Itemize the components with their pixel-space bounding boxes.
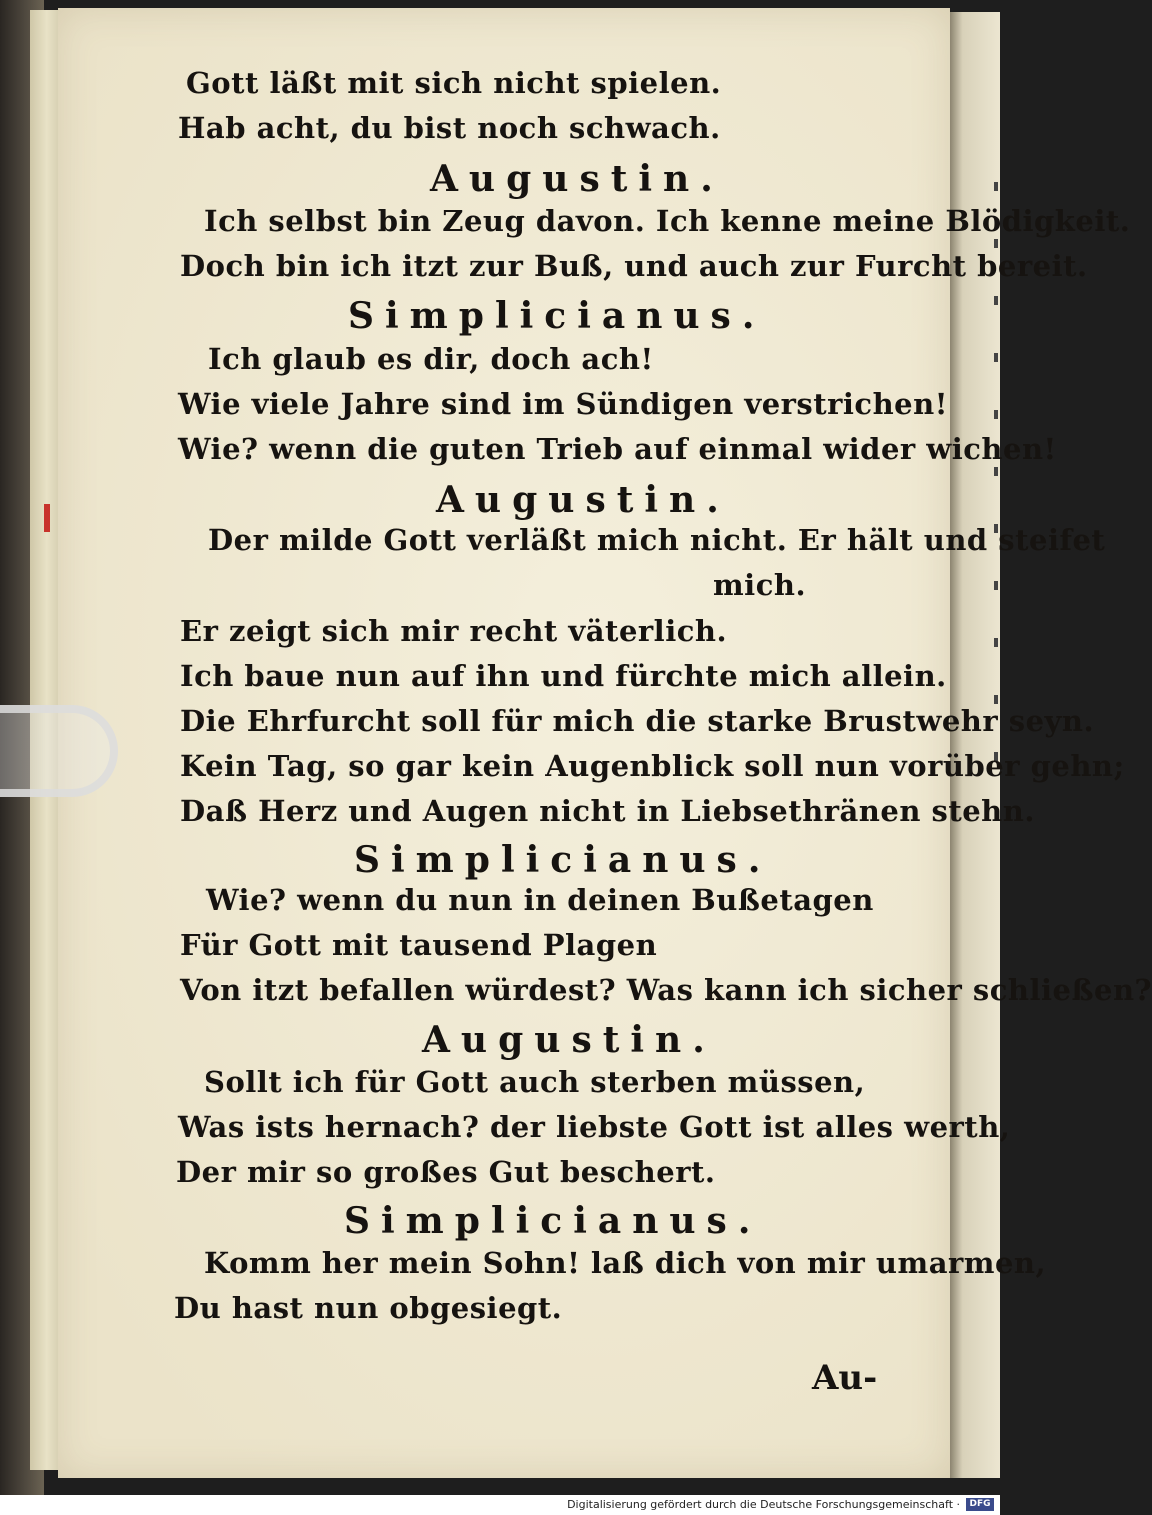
verse-line: Wie? wenn die guten Trieb auf einmal wider wichen! <box>178 432 1057 466</box>
verse-line: Wie? wenn du nun in deinen Bußetagen <box>206 883 874 917</box>
verse-line: Die Ehrfurcht soll für mich die starke Brustwehr seyn. <box>180 704 1095 738</box>
verse-line: Ich selbst bin Zeug davon. Ich kenne meine Blödigkeit. <box>204 204 1131 238</box>
verse-line: Sollt ich für Gott auch sterben müssen, <box>204 1065 866 1099</box>
verse-line: Wie viele Jahre sind im Sündigen verstrichen! <box>178 387 948 421</box>
verse-line: Von itzt befallen würdest? Was kann ich sicher schließen? <box>180 973 1152 1007</box>
speaker-heading: Simplicianus. <box>354 839 772 881</box>
verse-line: Ich baue nun auf ihn und fürchte mich allein. <box>180 659 947 693</box>
catchword: Au- <box>812 1358 878 1398</box>
dfg-logo: DFG <box>966 1498 994 1511</box>
speaker-heading: Augustin. <box>422 1019 716 1061</box>
verse-line: Kein Tag, so gar kein Augenblick soll nun vorüber gehn; <box>180 749 1125 783</box>
verse-line: Ich glaub es dir, doch ach! <box>208 342 654 376</box>
verse-line: Hab acht, du bist noch schwach. <box>178 111 721 145</box>
verse-line: Komm her mein Sohn! laß dich von mir umarmen, <box>204 1246 1047 1280</box>
footer-bar <box>0 1495 1000 1515</box>
verse-line: Doch bin ich itzt zur Buß, und auch zur Furcht bereit. <box>180 249 1088 283</box>
funding-credit: Digitalisierung gefördert durch die Deutsche Forschungsgemeinschaft · <box>567 1498 960 1511</box>
verse-line: Was ists hernach? der liebste Gott ist alles werth, <box>178 1110 1011 1144</box>
verse-line: Gott läßt mit sich nicht spielen. <box>186 66 722 100</box>
verse-line: Er zeigt sich mir recht väterlich. <box>180 614 728 648</box>
speaker-heading: Augustin. <box>436 479 730 521</box>
speaker-heading: Simplicianus. <box>344 1200 762 1242</box>
speaker-heading: Simplicianus. <box>348 295 766 337</box>
page-text <box>58 8 1152 1478</box>
red-edge-marker <box>44 504 50 532</box>
book-page <box>58 8 1152 1478</box>
verse-line: Du hast nun obgesiegt. <box>174 1291 563 1325</box>
verse-line: Für Gott mit tausend Plagen <box>180 928 658 962</box>
verse-line: Der mir so großes Gut beschert. <box>176 1155 716 1189</box>
verse-line: Der milde Gott verläßt mich nicht. Er hält und steifet <box>208 523 1106 557</box>
page-clip <box>0 705 118 797</box>
verse-line: Daß Herz und Augen nicht in Liebsethränen stehn. <box>180 794 1035 828</box>
verse-line: mich. <box>713 568 807 602</box>
speaker-heading: Augustin. <box>430 158 724 200</box>
